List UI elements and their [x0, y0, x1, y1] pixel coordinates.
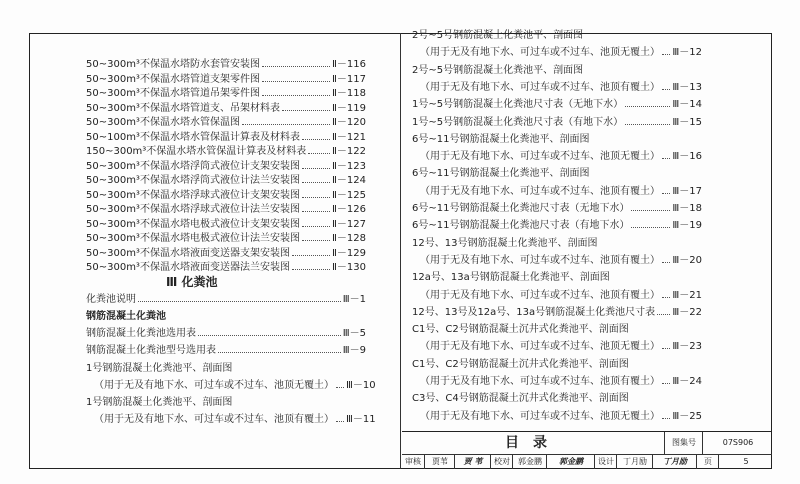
dot-leader	[138, 301, 341, 302]
toc-entry-title: 50~300m³不保温水塔浮筒式液位计法兰安装图	[86, 175, 300, 186]
toc-entry-page: Ⅲ－11	[346, 414, 376, 426]
toc-entry-title: 1号~5号钢筋混凝土化粪池尺寸表（无地下水）	[412, 99, 624, 111]
toc-entry	[86, 233, 366, 244]
toc-entry-title-line	[86, 363, 366, 374]
toc-entry	[420, 376, 702, 387]
design-name: 丁月励	[616, 454, 653, 469]
toc-entry-title: 1号钢筋混凝土化粪池平、剖面图	[86, 362, 233, 374]
dot-leader	[662, 297, 670, 298]
toc-entry-page: Ⅲ－23	[672, 341, 702, 353]
toc-entry-title: 50~300m³不保温水塔液面变送器支架安装图	[86, 247, 290, 259]
toc-entry-title: 50~300m³不保温水塔浮球式液位计法兰安装图	[86, 204, 300, 215]
toc-entry	[86, 328, 366, 339]
toc-entry	[86, 190, 366, 201]
toc-entry	[86, 175, 366, 186]
toc-entry-title: 50~300m³不保温水塔浮筒式液位计支架安装图	[86, 160, 300, 172]
toc-entry-title: 50~300m³不保温水塔防水套管安装图	[86, 59, 260, 70]
toc-entry-page: Ⅱ－121	[331, 131, 366, 143]
toc-entry-page: Ⅲ－24	[672, 376, 702, 387]
toc-entry-page: Ⅱ－129	[331, 247, 366, 259]
toc-entry-page: Ⅲ－21	[672, 289, 702, 301]
toc-entry	[420, 255, 702, 266]
toc-entry-title: （用于无及有地下水、可过车或不过车、池顶有覆土）	[420, 81, 660, 93]
toc-entry	[420, 341, 702, 352]
toc-entry	[86, 262, 366, 273]
toc-entry-page: Ⅲ－15	[672, 116, 702, 128]
toc-entry-page: Ⅲ－22	[672, 306, 702, 318]
toc-entry	[86, 59, 366, 70]
toc-entry-title-line	[86, 397, 366, 408]
toc-entry-title-line	[412, 168, 702, 179]
toc-entry	[412, 203, 702, 214]
toc-entry	[420, 290, 702, 301]
toc-entry-page: Ⅱ－116	[331, 59, 366, 70]
toc-entry-title: 50~300m³不保温水塔水管保温图	[86, 117, 240, 128]
toc-entry-title: （用于无及有地下水、可过车或不过车、池顶无覆土）	[420, 151, 660, 163]
toc-entry-title: 6号~11号钢筋混凝土化粪池尺寸表（有地下水）	[412, 220, 630, 232]
toc-entry-page: Ⅲ－25	[672, 410, 702, 422]
toc-entry	[86, 146, 366, 157]
toc-entry-page: Ⅱ－128	[331, 233, 366, 244]
toc-entry-page: Ⅱ－130	[331, 262, 366, 273]
toc-entry-page: Ⅱ－127	[331, 218, 366, 230]
toc-entry-page: Ⅲ－12	[672, 47, 702, 59]
toc-entry	[86, 132, 366, 143]
dot-leader	[662, 158, 670, 159]
toc-entry-title: 6号~11号钢筋混凝土化粪池尺寸表（无地下水）	[412, 203, 630, 214]
page-number: 5	[718, 454, 773, 469]
title-block	[402, 431, 772, 469]
toc-entry-page: Ⅲ－10	[346, 379, 376, 391]
dot-leader	[657, 314, 670, 315]
dot-leader	[662, 193, 670, 194]
toc-entry-title: （用于无及有地下水、可过车或不过车、池顶有覆土）	[94, 414, 334, 426]
toc-entry-page: Ⅲ－9	[342, 345, 366, 357]
toc-entry	[420, 47, 702, 58]
toc-entry-page: Ⅱ－123	[331, 160, 366, 172]
dot-leader	[625, 106, 670, 107]
page-label: 页	[696, 454, 719, 469]
toc-entry	[94, 414, 376, 426]
toc-entry-title: （用于无及有地下水、可过车或不过车、池顶无覆土）	[420, 341, 660, 353]
toc-entry-title: 50~300m³不保温水塔管道支架零件图	[86, 73, 260, 85]
toc-entry-title: （用于无及有地下水、可过车或不过车、池顶有覆土）	[420, 289, 660, 301]
group-heading	[86, 311, 366, 322]
toc-entry	[86, 204, 366, 215]
toc-entry-title: 2号~5号钢筋混凝土化粪池平、剖面图	[412, 30, 584, 41]
toc-entry-page: Ⅲ－1	[342, 293, 366, 305]
toc-entry-title: C3号、C4号钢筋混凝土沉井式化粪池平、剖面图	[412, 393, 629, 405]
toc-entry	[86, 161, 366, 172]
dot-leader	[662, 383, 670, 384]
check-label: 校对	[490, 454, 513, 469]
toc-entry-page: Ⅲ－17	[672, 185, 702, 197]
dot-leader	[662, 89, 670, 90]
toc-entry	[412, 99, 702, 110]
review-name: 贾苇	[424, 454, 455, 469]
toc-entry-title: 12号、13号及12a号、13a号钢筋混凝土化粪池尺寸表	[412, 306, 656, 318]
dot-leader	[662, 262, 670, 263]
toc-entry	[94, 379, 376, 391]
toc-entry-title: 50~300m³不保温水塔液面变送器法兰安装图	[86, 262, 290, 273]
toc-entry-title: （用于无及有地下水、可过车或不过车、池顶无覆土）	[420, 47, 660, 59]
sheet-title: 目录	[505, 435, 561, 451]
toc-entry-title-line	[412, 238, 702, 249]
dot-leader	[242, 124, 330, 125]
section-heading	[166, 274, 366, 289]
toc-entry-page: Ⅱ－120	[331, 117, 366, 128]
toc-entry-title-line	[412, 134, 702, 145]
toc-entry-title-line	[412, 393, 702, 404]
toc-entry-title-line	[412, 272, 702, 283]
toc-entry-title: 50~300m³不保温水塔管道吊架零件图	[86, 88, 260, 99]
toc-entry-title: 6号~11号钢筋混凝土化粪池平、剖面图	[412, 133, 590, 145]
toc-entry-title: （用于无及有地下水、可过车或不过车、池顶无覆土）	[420, 410, 660, 422]
dot-leader	[292, 255, 330, 256]
toc-entry	[86, 88, 366, 99]
toc-entry-title: 150~300m³不保温水塔水管保温计算表及材料表	[86, 146, 307, 157]
dot-leader	[662, 348, 670, 349]
dot-leader	[662, 54, 670, 55]
toc-entry	[86, 219, 366, 230]
toc-entry	[420, 186, 702, 197]
toc-entry-title: （用于无及有地下水、可过车或不过车、池顶无覆土）	[94, 379, 334, 391]
toc-entry-title: 化粪池说明	[86, 293, 136, 305]
toc-entry-page: Ⅱ－117	[331, 73, 366, 85]
toc-entry-title: 12a号、13a号钢筋混凝土化粪池平、剖面图	[412, 272, 610, 284]
toc-entry-page: Ⅲ－13	[672, 81, 702, 93]
toc-entry	[86, 248, 366, 259]
toc-entry-page: Ⅱ－119	[331, 102, 366, 114]
toc-entry-page: Ⅲ－18	[672, 203, 702, 214]
dot-leader	[262, 66, 330, 67]
toc-entry-page: Ⅲ－5	[342, 328, 366, 340]
toc-entry-page: Ⅲ－19	[672, 220, 702, 232]
toc-entry-page: Ⅱ－122	[331, 146, 366, 157]
dot-leader	[336, 387, 344, 388]
toc-entry-title: 50~300m³不保温水塔电极式液位计支架安装图	[86, 218, 300, 230]
toc-entry	[412, 307, 702, 318]
dot-leader	[292, 269, 330, 270]
dot-leader	[262, 95, 330, 96]
toc-entry	[420, 411, 702, 422]
toc-entry-page: Ⅲ－14	[672, 99, 702, 111]
toc-entry-page: Ⅱ－125	[331, 189, 366, 201]
toc-entry	[420, 151, 702, 162]
toc-entry-title: 50~300m³不保温水塔管道支、吊架材料表	[86, 102, 280, 114]
toc-entry-title: 50~100m³不保温水塔水管保温计算表及材料表	[86, 131, 300, 143]
review-signature: 贾 苇	[454, 454, 491, 469]
dot-leader	[302, 211, 330, 212]
toc-entry	[412, 220, 702, 231]
toc-entry-title-line	[412, 65, 702, 76]
toc-entry	[86, 345, 366, 356]
toc-entry-page: Ⅲ－16	[672, 151, 702, 163]
toc-entry-title-line	[412, 30, 702, 41]
toc-entry-title: 50~300m³不保温水塔浮球式液位计支架安装图	[86, 189, 300, 201]
toc-entry-title: 钢筋混凝土化粪池型号选用表	[86, 345, 216, 357]
design-signature: 丁月励	[652, 454, 697, 469]
toc-entry-page: Ⅱ－126	[331, 204, 366, 215]
toc-entry-title: 2号~5号钢筋混凝土化粪池平、剖面图	[412, 64, 584, 76]
toc-entry-page: Ⅲ－20	[672, 254, 702, 266]
toc-entry-title: （用于无及有地下水、可过车或不过车、池顶有覆土）	[420, 185, 660, 197]
toc-entry	[420, 82, 702, 93]
dot-leader	[302, 182, 330, 183]
toc-entry-title: 50~300m³不保温水塔电极式液位计法兰安装图	[86, 233, 300, 244]
check-signature: 郭金鹏	[546, 454, 595, 469]
atlas-no-label: 图集号	[664, 432, 703, 454]
check-name: 郭金鹏	[512, 454, 547, 469]
design-label: 设计	[594, 454, 617, 469]
dot-leader	[625, 124, 670, 125]
dot-leader	[302, 197, 330, 198]
toc-entry-title: 6号~11号钢筋混凝土化粪池平、剖面图	[412, 168, 590, 180]
toc-entry	[86, 117, 366, 128]
toc-entry-title: （用于无及有地下水、可过车或不过车、池顶有覆土）	[420, 254, 660, 266]
dot-leader	[662, 418, 670, 419]
dot-leader	[302, 240, 330, 241]
dot-leader	[336, 421, 344, 422]
toc-entry-page: Ⅱ－124	[331, 175, 366, 186]
dot-leader	[631, 210, 670, 211]
dot-leader	[302, 168, 330, 169]
toc-entry-title: 1号~5号钢筋混凝土化粪池尺寸表（有地下水）	[412, 116, 624, 128]
dot-leader	[631, 227, 670, 228]
atlas-no: 07S906	[702, 432, 773, 454]
dot-leader	[308, 153, 330, 154]
toc-entry-title: （用于无及有地下水、可过车或不过车、池顶有覆土）	[420, 376, 660, 387]
toc-entry-title-line	[412, 359, 702, 370]
dot-leader	[262, 81, 330, 82]
toc-entry-title: C1号、C2号钢筋混凝土沉井式化粪池平、剖面图	[412, 358, 629, 370]
toc-entry-title: 12号、13号钢筋混凝土化粪池平、剖面图	[412, 237, 598, 249]
dot-leader	[198, 335, 341, 336]
section-heading-text: Ⅲ 化粪池	[166, 274, 218, 289]
column-divider	[400, 33, 401, 469]
toc-entry-page: Ⅱ－118	[331, 88, 366, 99]
review-label: 审核	[405, 457, 421, 466]
dot-leader	[302, 226, 330, 227]
toc-entry	[86, 74, 366, 85]
toc-entry-title: C1号、C2号钢筋混凝土沉井式化粪池平、剖面图	[412, 324, 629, 336]
toc-entry-title-line	[412, 324, 702, 335]
toc-entry-title: 钢筋混凝土化粪池选用表	[86, 328, 196, 340]
toc-entry	[86, 294, 366, 305]
toc-entry	[86, 103, 366, 114]
toc-entry-title: 1号钢筋混凝土化粪池平、剖面图	[86, 396, 233, 408]
group-heading-text: 钢筋混凝土化粪池	[86, 310, 166, 322]
dot-leader	[282, 110, 330, 111]
toc-entry	[412, 117, 702, 128]
dot-leader	[302, 139, 330, 140]
dot-leader	[218, 352, 341, 353]
